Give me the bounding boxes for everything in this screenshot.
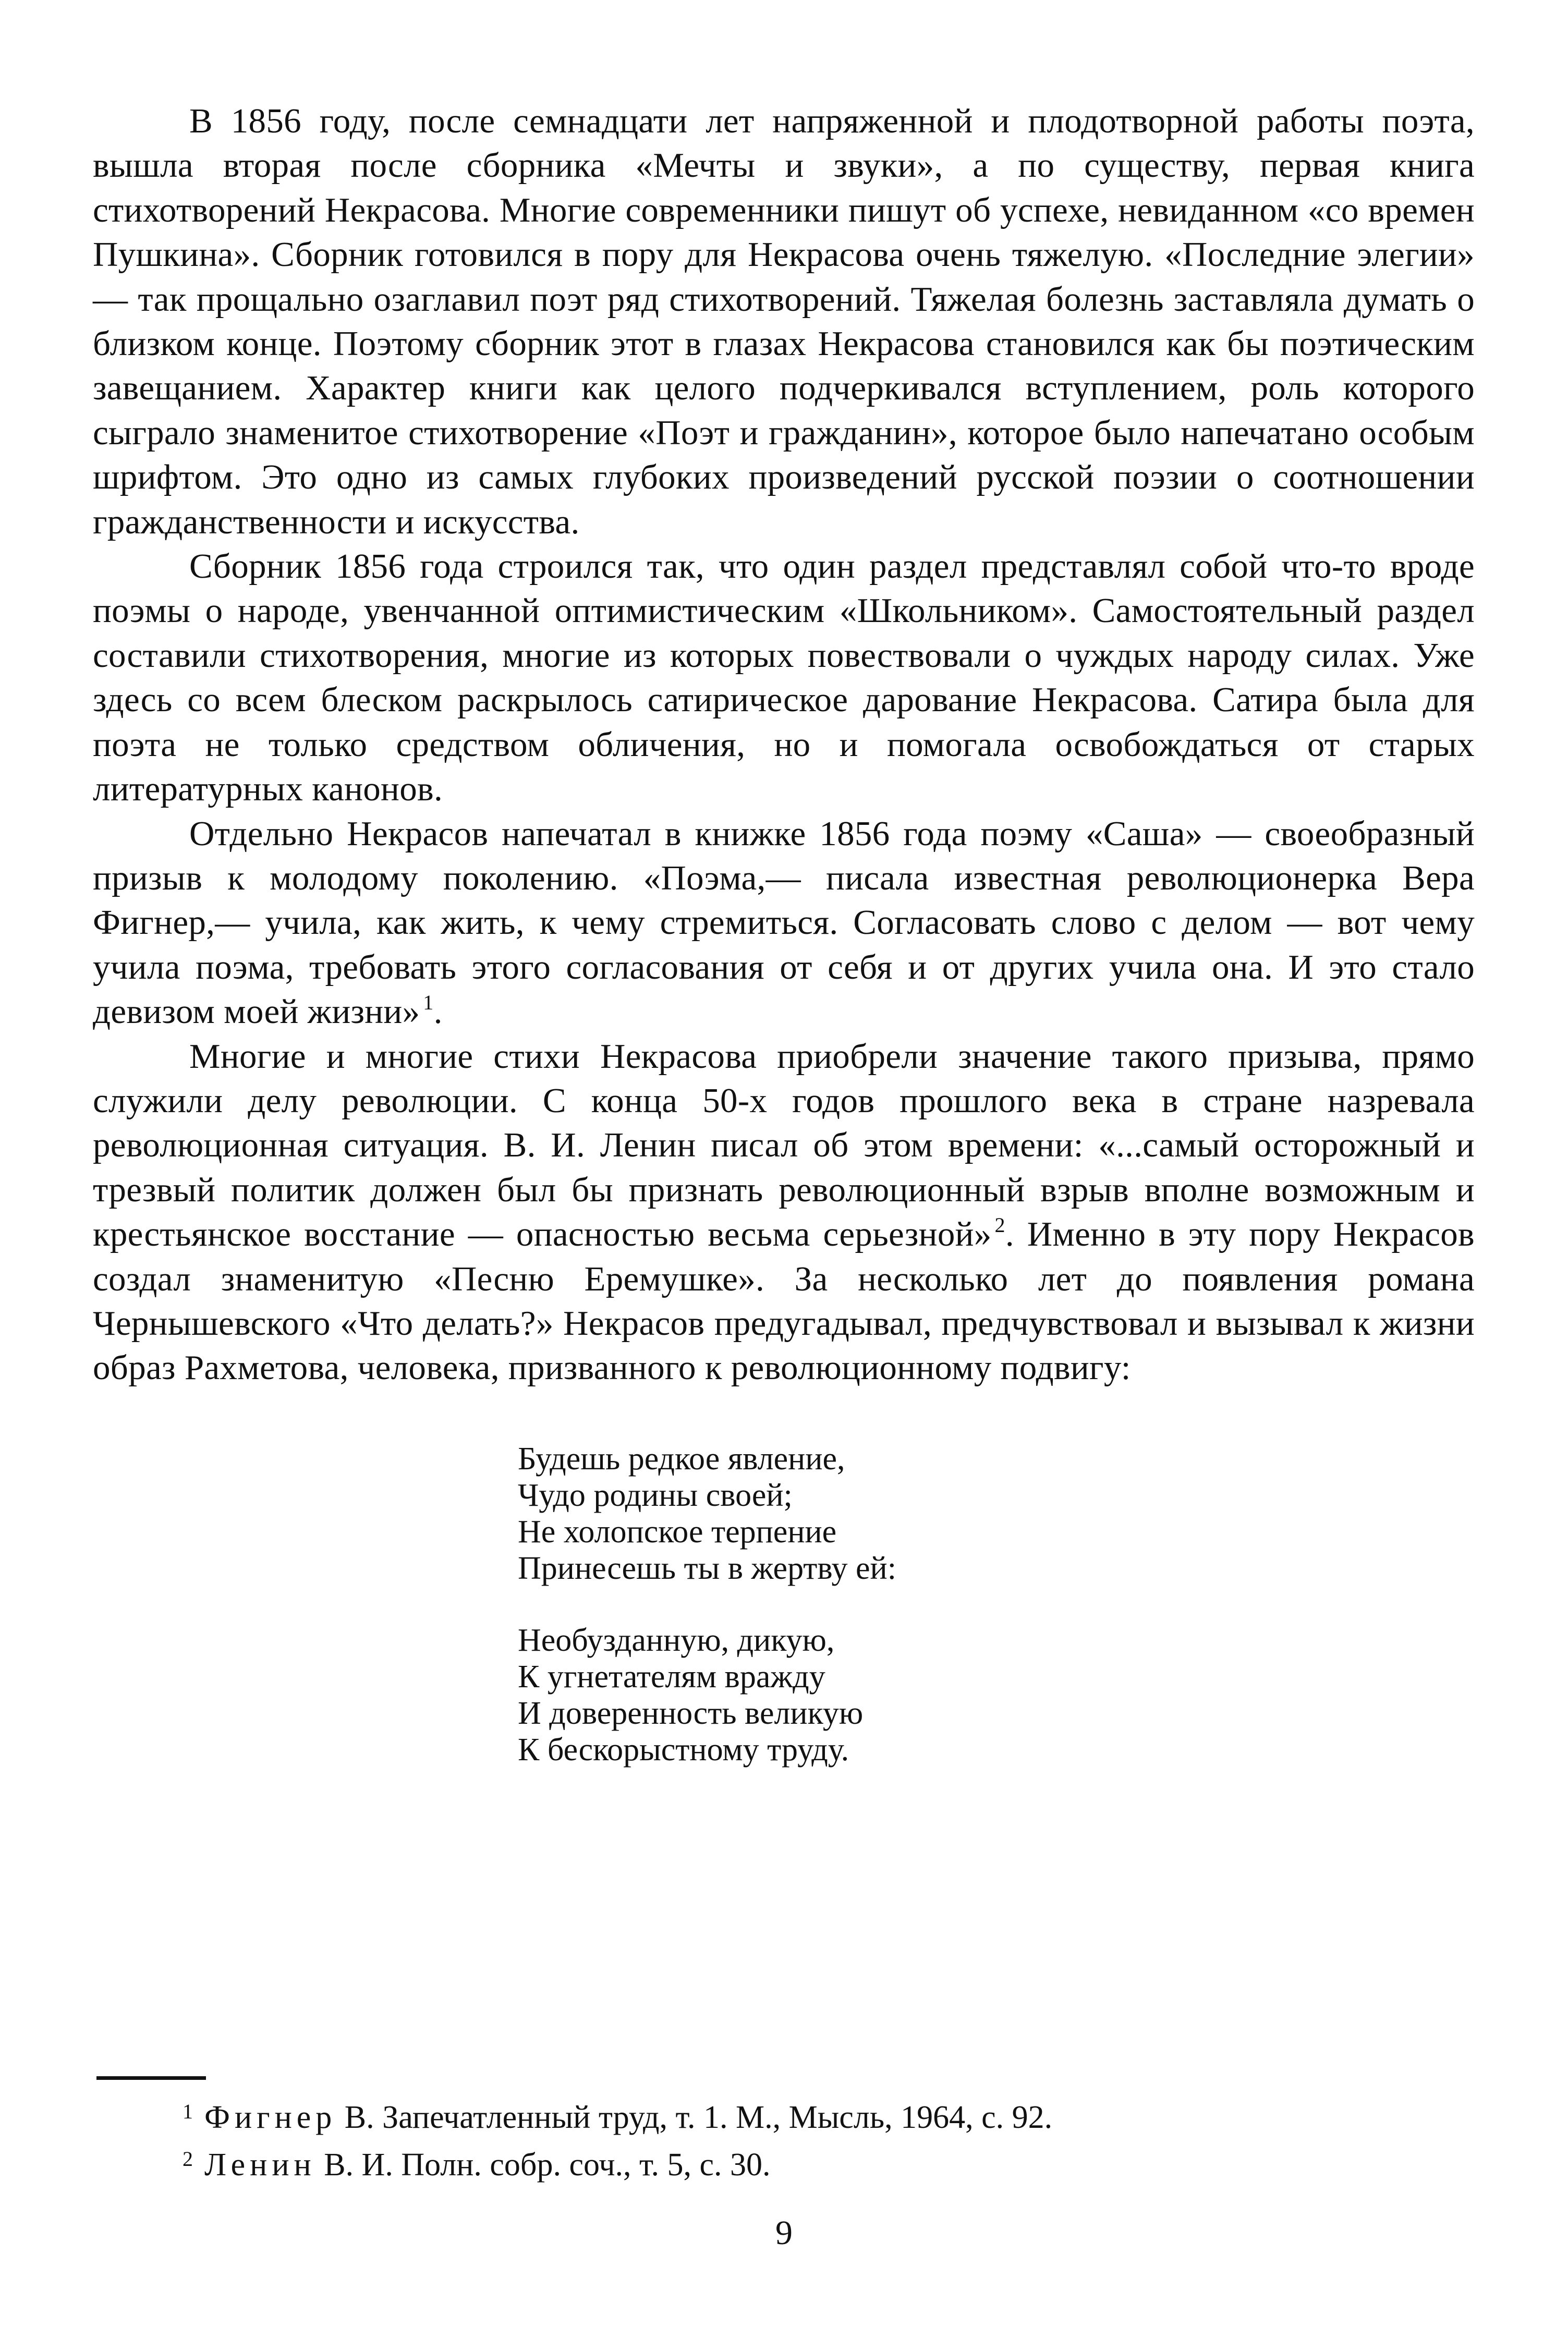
footnotes: [183, 2091, 1476, 2186]
footnote-mark: 2: [183, 2147, 193, 2171]
footnote-citation: В. И. Полн. собр. соч., т. 5, с. 30.: [315, 2147, 771, 2183]
footnote-ref-2: 2: [994, 1213, 1005, 1237]
poem-line: К угнетателям вражду: [518, 1659, 825, 1695]
poem-line: Чудо родины своей;: [518, 1477, 793, 1513]
poem-stanza-1: [518, 1441, 1475, 1587]
footnote-ref-1: 1: [423, 991, 434, 1015]
poem-line: Не холопское терпение: [518, 1514, 837, 1550]
page-number: 9: [775, 2214, 793, 2252]
poem-line: Будешь редкое явление,: [518, 1441, 845, 1477]
paragraph-1: [93, 99, 1475, 544]
footnote-1: [183, 2091, 1476, 2138]
footnote-2: [183, 2138, 1476, 2186]
footnote-author: Ленин: [204, 2147, 316, 2183]
poem-line: К бескорыстному труду.: [518, 1732, 849, 1768]
footnote-mark: 1: [183, 2100, 193, 2123]
poem-quote: [518, 1441, 1475, 1768]
footnote-citation: В. Запечатленный труд, т. 1. М., Мысль, 1964, с. 92.: [336, 2100, 1053, 2135]
poem-line: Необузданную, дикую,: [518, 1622, 835, 1658]
paragraph-3: [93, 812, 1475, 1034]
paragraph-4-tail: . Именно в эту пору Некрасов создал знаменитую «Песню Еремушке». За несколько лет до появления романа Чернышевского «Что делать?» Некрасов предугадывал, предчувствовал и вызывал к жизни образ Рахметова, человека, призванного к революционному подвигу:: [93, 1215, 1475, 1387]
paragraph-2-text: Сборник 1856 года строился так, что один раздел представлял собой что-то вроде поэмы о народе, увенчанной оптимистическим «Школьником». Самостоятельный раздел составили стихотворения, многие из которых повествовали о чуждых народу силах. Уже здесь со всем блеском раскрылось сатирическое дарование Некрасова. Сатира была для поэта не только средством обличения, но и помогала освобождаться от старых литературных канонов.: [93, 547, 1475, 809]
footnote-divider: [96, 2076, 206, 2080]
page-body: [93, 99, 1475, 1768]
paragraph-4: [93, 1034, 1475, 1391]
poem-stanza-2: [518, 1622, 1475, 1768]
paragraph-3-tail: .: [433, 992, 443, 1031]
paragraph-4-text: Многие и многие стихи Некрасова приобрели значение такого призыва, прямо служили делу революции. С конца 50-х годов прошлого века в стране назревала революционная ситуация. В. И. Ленин писал об этом времени: «...самый осторожный и трезвый политик должен был бы признать революционный взрыв вполне возможным и крестьянское восстание — опасностью весьма серьезной»: [93, 1037, 1475, 1254]
poem-line: И доверенность великую: [518, 1695, 864, 1731]
poem-line: Принесешь ты в жертву ей:: [518, 1550, 896, 1586]
paragraph-1-text: В 1856 году, после семнадцати лет напряженной и плодотворной работы поэта, вышла вторая после сборника «Мечты и звуки», а по существу, первая книга стихотворений Некрасова. Многие современники пишут об успехе, невиданном «со времен Пушкина». Сборник готовился в пору для Некрасова очень тяжелую. «Последние элегии» — так прощально озаглавил поэт ряд стихотворений. Тяжелая болезнь заставляла думать о близком конце. Поэтому сборник этот в глазах Некрасова становился как бы поэтическим завещанием. Характер книги как целого подчеркивался вступлением, роль которого сыграло знаменитое стихотворение «Поэт и гражданин», которое было напечатано особым шрифтом. Это одно из самых глубоких произведений русской поэзии о соотношении гражданственности и искусства.: [93, 102, 1475, 541]
paragraph-3-text: Отдельно Некрасов напечатал в книжке 1856 года поэму «Саша» — своеобразный призыв к молодому поколению. «Поэма,— писала известная революционерка Вера Фигнер,— учила, как жить, к чему стремиться. Согласовать слово с делом — вот чему учила поэма, требовать этого согласования от себя и от других учила она. И это стало девизом моей жизни»: [93, 814, 1475, 1031]
footnote-author: Фигнер: [204, 2100, 337, 2135]
paragraph-2: [93, 544, 1475, 811]
